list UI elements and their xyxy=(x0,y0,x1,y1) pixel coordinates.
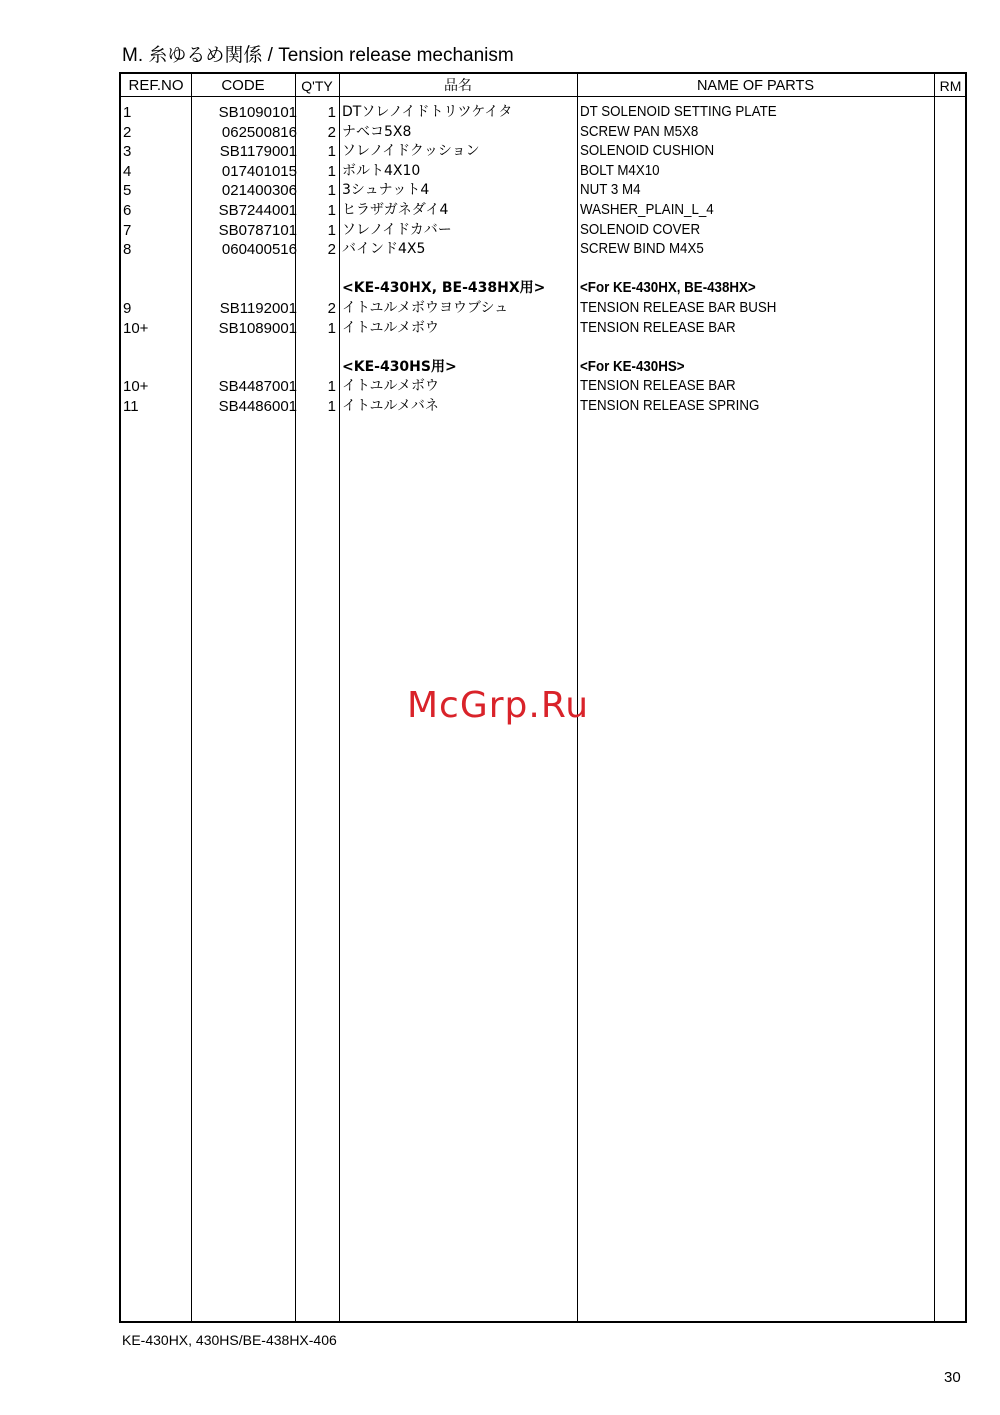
row-en-name: SOLENOID CUSHION xyxy=(580,143,715,160)
row-ref-no: 10+ xyxy=(123,378,149,396)
row-code: 021400306 xyxy=(221,182,297,200)
col-divider-jp xyxy=(339,74,340,1321)
row-en-name: TENSION RELEASE BAR xyxy=(580,319,736,336)
row-en-name: TENSION RELEASE BAR xyxy=(580,378,736,395)
row-ref-no: 10+ xyxy=(123,319,149,337)
row-en-name: SOLENOID COVER xyxy=(580,221,701,238)
row-ref-no: 3 xyxy=(123,143,132,161)
row-qty xyxy=(297,279,336,299)
row-qty: 1 xyxy=(327,378,336,396)
col-divider-rm xyxy=(934,74,935,1321)
row-code: SB4486001 xyxy=(218,398,297,415)
row-jp-name: イトユルメボウ xyxy=(342,378,440,395)
row-jp-name: イトユルメボウ xyxy=(342,319,440,336)
row-qty: 1 xyxy=(327,182,336,200)
row-jp-name: <KE-430HX, BE-438HX用> xyxy=(342,280,546,297)
row-code: SB1179001 xyxy=(219,143,297,161)
row-qty: 1 xyxy=(327,202,336,219)
row-ref-no: 4 xyxy=(123,162,132,180)
header-ref: REF.NO xyxy=(128,77,184,94)
row-jp-name: <KE-430HS用> xyxy=(342,358,457,375)
row-qty: 1 xyxy=(327,162,336,180)
row-en-name: <For KE-430HS> xyxy=(580,358,685,375)
row-qty: 1 xyxy=(327,221,336,239)
row-code: SB1090101 xyxy=(218,104,297,121)
row-qty: 1 xyxy=(327,319,336,337)
row-en-name: WASHER_PLAIN_L_4 xyxy=(580,202,714,218)
header-divider xyxy=(121,96,965,97)
row-en-name: SCREW BIND M4X5 xyxy=(580,241,704,258)
row-qty xyxy=(297,358,336,378)
row-en-name: NUT 3 M4 xyxy=(580,182,641,199)
header-en-name: NAME OF PARTS xyxy=(696,78,815,94)
row-en-name: BOLT M4X10 xyxy=(580,162,660,179)
row-en-name: <For KE-430HX, BE-438HX> xyxy=(580,280,756,297)
row-code: SB4487001 xyxy=(218,378,297,396)
row-code: 017401015 xyxy=(221,162,297,180)
row-jp-name: イトユルメバネ xyxy=(342,398,439,414)
col-divider-code xyxy=(191,74,192,1321)
watermark-logo: McGrp.Ru xyxy=(407,685,590,726)
row-jp-name: ヒラザガネダイ4 xyxy=(342,202,449,218)
row-ref-no: 6 xyxy=(123,202,132,219)
row-qty xyxy=(297,338,336,358)
row-qty: 2 xyxy=(327,241,336,259)
row-ref-no: 2 xyxy=(123,123,132,141)
row-qty: 1 xyxy=(327,398,336,415)
header-qty: Q'TY xyxy=(301,78,333,94)
row-code xyxy=(193,260,297,280)
row-code: SB1192001 xyxy=(219,300,297,317)
row-ref-no: 11 xyxy=(123,398,139,415)
row-jp-name: ボルト4X10 xyxy=(342,162,421,179)
row-en-name: TENSION RELEASE SPRING xyxy=(580,398,760,414)
row-ref-no: 9 xyxy=(123,300,132,317)
page-title: M. 糸ゆるめ関係 / Tension release mechanism xyxy=(122,45,514,66)
row-jp-name: ソレノイドクッション xyxy=(342,143,480,160)
row-jp-name: ソレノイドカバー xyxy=(342,221,452,238)
row-jp-name: ナベコ5X8 xyxy=(342,123,412,140)
row-jp-name: DTソレノイドトリツケイタ xyxy=(342,104,513,120)
header-rm: RM xyxy=(939,78,962,94)
row-code xyxy=(193,338,297,358)
row-code: SB1089001 xyxy=(218,319,297,337)
row-code: 062500816 xyxy=(221,123,297,141)
header-code: CODE xyxy=(221,77,265,94)
row-qty xyxy=(297,260,336,280)
row-ref-no: 1 xyxy=(123,104,132,121)
row-code xyxy=(193,358,297,378)
row-code xyxy=(193,279,297,299)
row-qty: 1 xyxy=(327,104,336,121)
row-jp-name: バインド4X5 xyxy=(342,241,426,258)
row-code: SB7244001 xyxy=(218,202,297,219)
row-code: 060400516 xyxy=(221,241,297,259)
row-en-name: DT SOLENOID SETTING PLATE xyxy=(580,104,777,120)
row-qty: 1 xyxy=(327,143,336,161)
row-ref-no: 8 xyxy=(123,241,132,259)
page-number: 30 xyxy=(944,1369,961,1386)
row-en-name: TENSION RELEASE BAR BUSH xyxy=(580,300,777,316)
row-jp-name: 3シュナット4 xyxy=(342,182,430,199)
row-qty: 2 xyxy=(327,123,336,141)
row-ref-no: 7 xyxy=(123,221,132,239)
row-jp-name: イトユルメボウヨウブシュ xyxy=(342,300,509,316)
row-ref-no: 5 xyxy=(123,182,132,200)
row-en-name: SCREW PAN M5X8 xyxy=(580,123,699,140)
row-code: SB0787101 xyxy=(218,221,297,239)
header-jp-name: 品名 xyxy=(444,78,472,94)
row-qty: 2 xyxy=(327,300,336,317)
model-footer: KE-430HX, 430HS/BE-438HX-406 xyxy=(122,1332,337,1348)
